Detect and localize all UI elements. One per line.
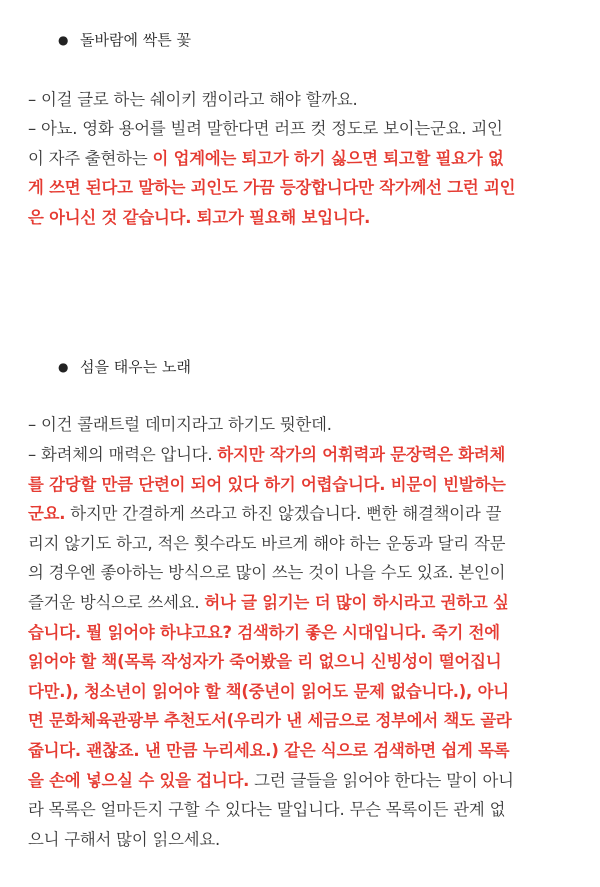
section-heading-2 <box>58 357 191 377</box>
text-line <box>28 144 588 174</box>
body-text: 그런 글들을 읽어야 한다는 말이 아니 <box>249 770 514 790</box>
text-line <box>28 558 588 588</box>
text-line <box>28 410 588 440</box>
highlighted-text: 다만.), 청소년이 읽어야 할 책(중년이 읽어도 문제 없습니다.), 아니 <box>28 681 509 701</box>
body-text: 하지만 간결하게 쓰라고 하진 않겠습니다. 뻔한 해결책이라 끌 <box>65 504 502 524</box>
paragraph <box>28 410 588 440</box>
text-line <box>28 470 588 500</box>
body-text: – 이걸 글로 하는 쉐이키 캠이라고 해야 할까요. <box>28 90 358 109</box>
highlighted-text: 습니다. 뭘 읽어야 하냐고요? 검색하기 좋은 시대입니다. 죽기 전에 <box>28 622 500 642</box>
text-line <box>28 499 588 529</box>
text-line <box>28 677 588 707</box>
text-line <box>28 440 588 470</box>
text-line <box>28 766 588 796</box>
text-line <box>28 825 588 855</box>
body-text: 즐거운 방식으로 쓰세요. <box>28 592 205 612</box>
bullet-icon: ● <box>58 33 69 47</box>
highlighted-text: 면 문화체육관광부 추천도서(우리가 낸 세금으로 정부에서 책도 골라 <box>28 711 512 731</box>
body-text: 으니 구해서 많이 읽으세요. <box>28 829 221 849</box>
body-text: – 아뇨. 영화 용어를 빌려 말한다면 러프 컷 정도로 보이는군요. 괴인 <box>28 119 503 138</box>
section-title: 돌바람에 싹튼 꽃 <box>80 31 191 49</box>
text-line <box>28 647 588 677</box>
highlighted-text: 허나 글 읽기는 더 많이 하시라고 권하고 싶 <box>204 592 509 612</box>
highlighted-text: 군요. <box>28 504 66 524</box>
highlighted-text: 이 업계에는 퇴고가 하기 싫으면 퇴고할 필요가 없 <box>152 148 504 168</box>
body-text: 라 목록은 얼마든지 구할 수 있다는 말입니다. 무슨 목록이든 관계 없 <box>28 800 506 820</box>
paragraph <box>28 114 588 232</box>
body-text: – 화려체의 매력은 압니다. <box>28 445 218 464</box>
text-line <box>28 203 588 233</box>
paragraph <box>28 85 588 115</box>
text-line <box>28 795 588 825</box>
highlighted-text: 를 감당할 만큼 단련이 되어 있다 하기 어렵습니다. 비문이 빈발하는 <box>28 474 506 494</box>
body-text: – 이건 콜래트럴 데미지라고 하기도 뭣한데. <box>28 415 332 434</box>
body-text: 리지 않기도 하고, 적은 횟수라도 바르게 해야 하는 운동과 달리 작문 <box>28 533 506 553</box>
highlighted-text: 게 쓰면 된다고 말하는 괴인도 가끔 등장합니다만 작가께선 그런 괴인 <box>28 178 516 198</box>
paragraph <box>28 440 588 854</box>
section-heading-1 <box>58 30 191 50</box>
text-line <box>28 114 588 144</box>
section-title: 섬을 태우는 노래 <box>80 358 191 376</box>
highlighted-text: 줍니다. 괜찮죠. 낸 만큼 누리세요.) 같은 식으로 검색하면 쉽게 목록 <box>28 740 510 760</box>
body-text: 이 자주 출현하는 <box>28 148 153 168</box>
bullet-icon: ● <box>58 360 69 374</box>
highlighted-text: 하지만 작가의 어휘력과 문장력은 화려체 <box>217 445 506 464</box>
text-line <box>28 85 588 115</box>
text-line <box>28 618 588 648</box>
text-line <box>28 529 588 559</box>
highlighted-text: 읽어야 할 책(목록 작성자가 죽어봤을 리 없으니 신빙성이 떨어집니 <box>28 652 502 672</box>
text-line <box>28 706 588 736</box>
text-line <box>28 736 588 766</box>
highlighted-text: 을 손에 넣으실 수 있을 겁니다. <box>28 770 250 790</box>
text-line <box>28 173 588 203</box>
text-line <box>28 588 588 618</box>
highlighted-text: 은 아니신 것 같습니다. 퇴고가 필요해 보입니다. <box>28 207 371 227</box>
body-text: 의 경우엔 좋아하는 방식으로 많이 쓰는 것이 나을 수도 있죠. 본인이 <box>28 563 506 583</box>
